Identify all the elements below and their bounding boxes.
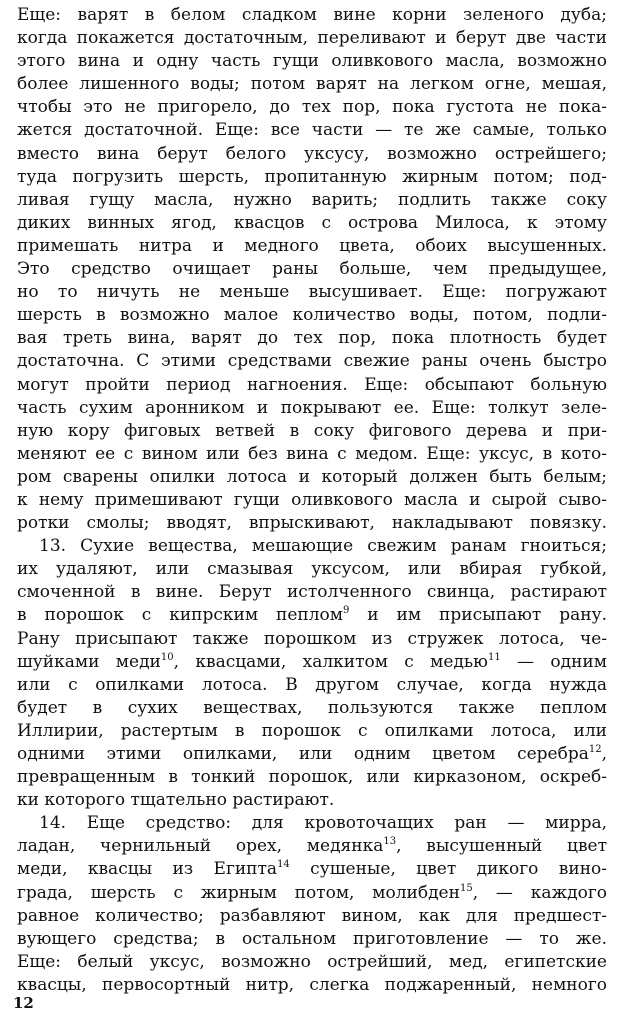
text-line: к нему примешивают гущи оливкового масла и сырой сыво- [17, 489, 607, 510]
text-line: но то ничуть не меньше высушивает. Еще: погружают [17, 282, 607, 303]
text-line: меняют ее с вином или без вина с медом. Еще: уксус, в кото- [17, 443, 607, 464]
footnote-marker: 15 [459, 882, 473, 894]
text-line: или с опилками лотоса. В другом случае, когда нужда [17, 674, 607, 695]
footnote-marker: 10 [160, 651, 174, 663]
text-line: Еще: белый уксус, возможно острейший, мед, египетские [17, 951, 607, 972]
text-line: смоченной в вине. Берут истолченного свинца, растирают [17, 582, 607, 603]
text-line: града, шерсть с жирным потом, молибден$^{15}$, — каждого [17, 882, 607, 903]
page-text [17, 4, 607, 997]
footnote-marker: 14 [277, 859, 290, 871]
text-line: жется достаточной. Еще: все части — те же самые, только [17, 120, 607, 141]
text-line: их удаляют, или смазывая уксусом, или вбирая губкой, [17, 559, 607, 580]
text-line: меди, квасцы из Египта$^{14}$ сушеные, цвет дикого вино- [17, 859, 607, 880]
text-line: квасцы, первосортный нитр, слегка поджаренный, немного [17, 974, 607, 995]
text-line: равное количество; разбавляют вином, как для предшест- [17, 905, 607, 926]
footnote-marker: 13 [383, 836, 397, 848]
text-line: диких винных ягод, квасцов с острова Милоса, к этому [17, 212, 607, 233]
text-line: в порошок с кипрским пеплом$^9$ и им присыпают рану. [17, 605, 607, 626]
text-line: ром сварены опилки лотоса и который должен быть белым; [17, 466, 607, 487]
text-line: ную кору фиговых ветвей в соку фигового дерева и при- [17, 420, 607, 441]
text-line: превращенным в тонкий порошок, или кирказоном, оскреб- [17, 767, 607, 788]
page-number: 12 [13, 994, 34, 1012]
text-line: когда покажется достаточным, переливают и берут две части [17, 28, 607, 49]
text-line: туда погрузить шерсть, пропитанную жирным потом; под- [17, 166, 607, 187]
text-line: могут пройти период нагноения. Еще: обсыпают больную [17, 374, 607, 395]
section-heading-line: 13. Сухие вещества, мешающие свежим ранам гноиться; [39, 536, 607, 557]
text-line: вая треть вина, варят до тех пор, пока плотность будет [17, 328, 607, 349]
footnote-marker: 11 [487, 651, 501, 663]
text-line: Рану присыпают также порошком из стружек лотоса, че- [17, 628, 607, 649]
section-heading-line: 14. Еще средство: для кровоточащих ран — мирра, [39, 813, 607, 834]
text-line: будет в сухих веществах, пользуются также пеплом [17, 697, 607, 718]
text-line: Это средство очищает раны больше, чем предыдущее, [17, 259, 607, 280]
text-line: этого вина и одну часть гущи оливкового масла, возможно [17, 51, 607, 72]
text-line: примешать нитра и медного цвета, обоих высушенных. [17, 235, 607, 256]
text-line: Еще: варят в белом сладком вине корни зеленого дуба; [17, 5, 607, 25]
text-line: шерсть в возможно малое количество воды, потом, подли- [17, 305, 607, 326]
text-line: достаточна. С этими средствами свежие раны очень быстро [17, 351, 607, 372]
text-line: ладан, чернильный орех, медянка$^{13}$, высушенный цвет [17, 836, 607, 857]
footnote-marker: 9 [343, 605, 350, 617]
text-line: вместо вина берут белого уксусу, возможно острейшего; [17, 143, 607, 164]
text-line: одними этими опилками, или одним цветом серебра$^{12}$, [17, 744, 607, 764]
text-line: более лишенного воды; потом варят на легком огне, мешая, [17, 74, 607, 95]
footnote-marker: 12 [588, 744, 602, 755]
text-line: шуйками меди$^{10}$, квасцами, халкитом с медью$^{11}$ — одним [17, 651, 607, 672]
text-line: чтобы это не пригорело, до тех пор, пока густота не пока- [17, 97, 607, 118]
text-line: вующего средства; в остальном приготовление — то же. [17, 928, 607, 949]
text-line: часть сухим аронником и покрывают ее. Еще: толкут зеле- [17, 397, 607, 418]
text-line: ки которого тщательно растирают. [17, 790, 335, 811]
text-line: Иллирии, растертым в порошок с опилками лотоса, или [17, 720, 607, 741]
text-line: ливая гущу масла, нужно варить; подлить также соку [17, 189, 607, 210]
text-line: ротки смолы; вводят, впрыскивают, накладывают повязку. [17, 513, 607, 534]
